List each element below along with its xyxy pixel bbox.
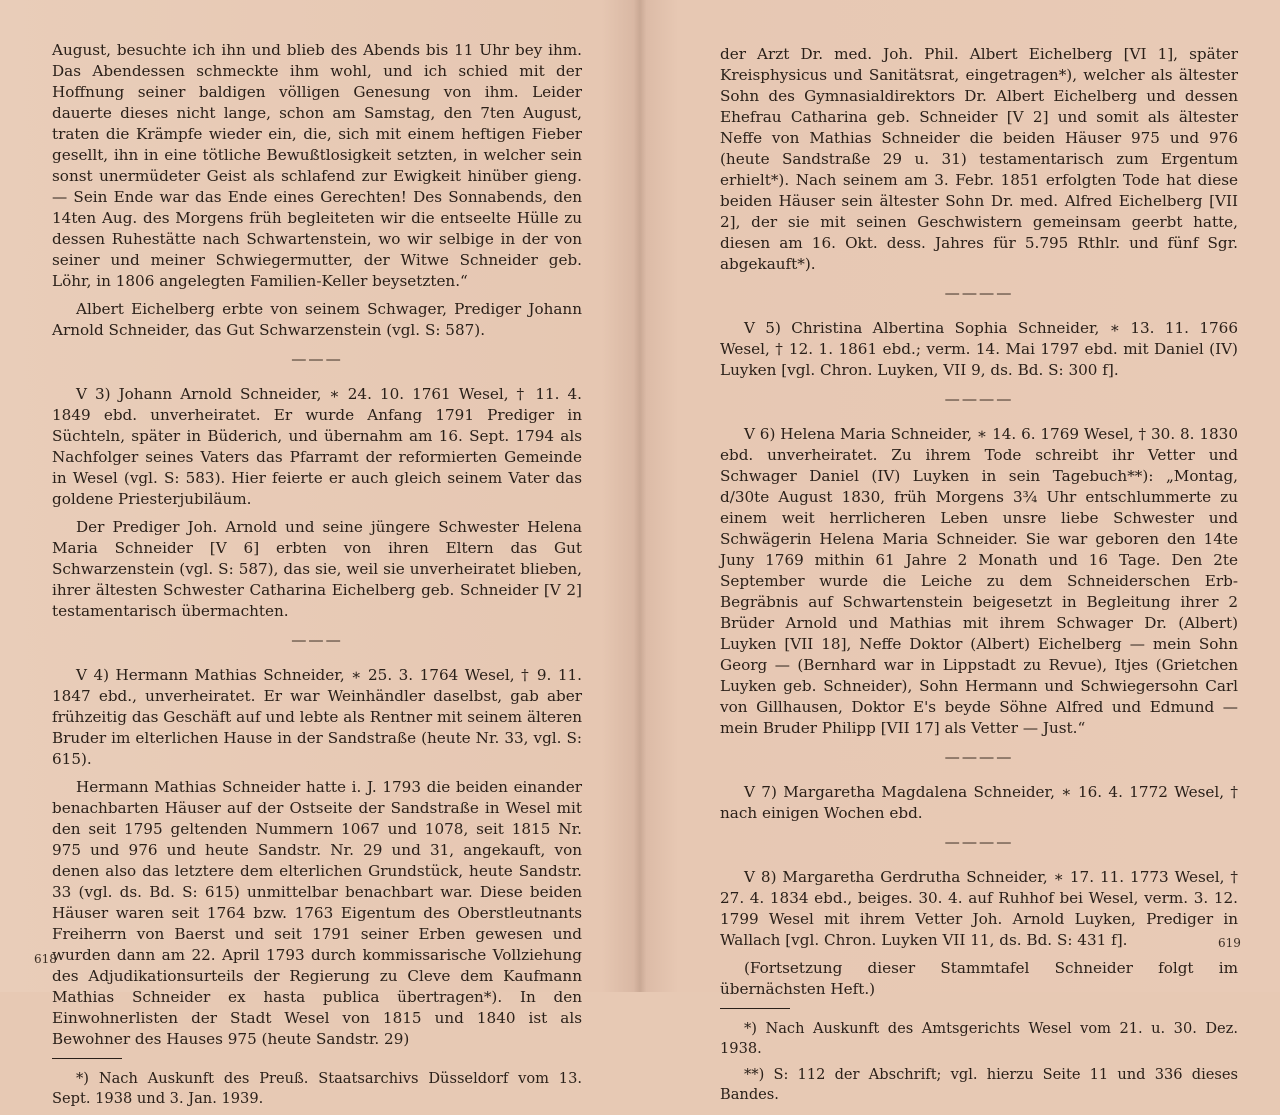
entry-v5: V 5) Christina Albertina Sophia Schneider, ∗ 13. 11. 1766 Wesel, † 12. 1. 1861 ebd.; verm. 14. Mai 1797 ebd. mit Daniel (IV) Luyken [vgl. Chron. Luyken, VII 9, ds. Bd. S: 300 f]. xyxy=(720,319,1238,379)
entry-v8: V 8) Margaretha Gerdrutha Schneider, ∗ 17. 11. 1773 Wesel, † 27. 4. 1834 ebd., beiges. 30. 4. auf Ruhhof bei Wesel, verm. 3. 12. 1799 Wesel mit ihrem Vetter Joh. Arnold Luyken, Prediger in Wallach [vgl. Chron. Luyken VII 11, ds. Bd. S: 431 f]. xyxy=(720,868,1238,949)
entry-v7: V 7) Margaretha Magdalena Schneider, ∗ 16. 4. 1772 Wesel, † nach einigen Wochen ebd. xyxy=(720,783,1238,822)
footnote-rule xyxy=(52,1058,122,1059)
paragraph-continuation: der Arzt Dr. med. Joh. Phil. Albert Eichelberg [VI 1], später Kreisphysicus und Sanitätsrat, eingetragen*), welcher als ältester Sohn des Gymnasialdirektors Dr. Albert Eichelberg und dessen Ehefrau Catharina geb. Schneider [V 2] und somit als ältester Neffe von Mathias Schneider die beiden Häuser 975 und 976 (heute Sandstraße 29 u. 31) testamentarisch zum Ergentum erhielt*). Nach seinem am 3. Febr. 1851 erfolgten Tode hat diese beiden Häuser sein ältester Sohn Dr. med. Alfred Eichelberg [VII 2], der sie mit seinen Geschwistern gemeinsam geerbt hatte, diesen am 16. Okt. dess. Jahres für 5.795 Rthlr. und fünf Sgr. abgekauft*). xyxy=(720,45,1238,273)
section-separator: ———— xyxy=(944,748,1014,766)
left-page xyxy=(52,40,582,1115)
section-separator: ———— xyxy=(944,284,1014,302)
entry-v3: V 3) Johann Arnold Schneider, ∗ 24. 10. 1761 Wesel, † 11. 4. 1849 ebd. unverheiratet. Er wurde Anfang 1791 Prediger in Süchteln, später in Büderich, und übernahm am 16. Sept. 1794 als Nachfolger seines Vaters das Pfarramt der reformierten Gemeinde in Wesel (vgl. S: 583). Hier feierte er auch gleich seinem Vater das goldene Priesterjubiläum. xyxy=(52,385,582,508)
entry-v6: V 6) Helena Maria Schneider, ∗ 14. 6. 1769 Wesel, † 30. 8. 1830 ebd. unverheiratet. Zu ihrem Tode schreibt ihr Vetter und Schwager Daniel (IV) Luyken in sein Tagebuch**): „Montag, d/30te August 1830, früh Morgens 3¾ Uhr entschlummerte zu einem weit herrlicheren Leben unsre liebe Schwester und Schwägerin Helena Maria Schneider. Sie war geboren den 14te Juny 1769 mithin 61 Jahre 2 Monath und 16 Tage. Den 2te September wurde die Leiche zu dem Schneiderschen Erb-Begräbnis auf Schwartenstein beigesetzt in Begleitung ihrer 2 Brüder Arnold und Mathias mit ihrem Schwager Dr. (Albert) Luyken [VII 18], Neffe Doktor (Albert) Eichelberg — mein Sohn Georg — (Bernhard war in Lippstadt zu Revue), Itjes (Grietchen Luyken geb. Schneider), Sohn Hermann und Schwiegersohn Carl von Gillhausen, Doktor E's beyde Söhne Alfred und Edmund — mein Bruder Philipp [VII 17] als Vetter — Just.“ xyxy=(720,425,1238,737)
paragraph-v4-houses: Hermann Mathias Schneider hatte i. J. 1793 die beiden einander benachbarten Häuser auf der Ostseite der Sandstraße in Wesel mit den seit 1795 geltenden Nummern 1067 und 1078, seit 1815 Nr. 975 und 976 und heute Sandstr. Nr. 29 und 31, angekauft, von denen also das letztere dem elterlichen Grundstück, heute Sandstr. 33 (vgl. ds. Bd. S: 615) unmittelbar benachbart war. Diese beiden Häuser waren seit 1764 bzw. 1763 Eigentum des Oberstleutnants Freiherrn von Baerst und seit 1791 seiner Erben gewesen und wurden dann am 22. April 1793 durch kommissarische Vollziehung des Adjudikationsurteils der Regierung zu Cleve dem Kaufmann Mathias Schneider ex hasta publica übertragen*). In den Einwohnerlisten der Stadt Wesel von 1815 und 1840 ist als Bewohner des Hauses 975 (heute Sandstr. 29) xyxy=(52,778,582,1048)
footnote-rule xyxy=(720,1008,790,1009)
footnote-1: *) Nach Auskunft des Amtsgerichts Wesel vom 21. u. 30. Dez. 1938. xyxy=(720,1020,1238,1057)
section-separator: ——— xyxy=(291,350,343,368)
page-number-right: 619 xyxy=(1218,936,1241,950)
entry-v4: V 4) Hermann Mathias Schneider, ∗ 25. 3. 1764 Wesel, † 9. 11. 1847 ebd., unverheiratet. Er war Weinhändler daselbst, gab aber frühzeitig das Geschäft auf und lebte als Rentner mit seinem älteren Bruder im elterlichen Hause in der Sandstraße (heute Nr. 33, vgl. S: 615). xyxy=(52,666,582,768)
continuation-note: (Fortsetzung dieser Stammtafel Schneider folgt im übernächsten Heft.) xyxy=(720,959,1238,998)
section-separator: ——— xyxy=(291,631,343,649)
section-separator: ———— xyxy=(944,833,1014,851)
right-page xyxy=(720,44,1238,1111)
footnote: *) Nach Auskunft des Preuß. Staatsarchivs Düsseldorf vom 13. Sept. 1938 und 3. Jan. 1939. xyxy=(52,1070,582,1107)
section-separator: ———— xyxy=(944,390,1014,408)
paragraph-albert-inheritance: Albert Eichelberg erbte von seinem Schwager, Prediger Johann Arnold Schneider, das Gut Schwarzenstein (vgl. S: 587). xyxy=(52,300,582,339)
footnote-2: **) S: 112 der Abschrift; vgl. hierzu Seite 11 und 336 dieses Bandes. xyxy=(720,1066,1238,1103)
paragraph-v3-inheritance: Der Prediger Joh. Arnold und seine jüngere Schwester Helena Maria Schneider [V 6] erbten von ihren Eltern das Gut Schwarzenstein (vgl. S: 587), das sie, weil sie unverheiratet blieben, ihrer ältesten Schwester Catharina Eichelberg geb. Schneider [V 2] testamentarisch übermachten. xyxy=(52,518,582,620)
paragraph-continuation: August, besuchte ich ihn und blieb des Abends bis 11 Uhr bey ihm. Das Abendessen schmeckte ihm wohl, und ich schied mit der Hoffnung seiner baldigen völligen Genesung von ihm. Leider dauerte dieses nicht lange, schon am Samstag, den 7ten August, traten die Krämpfe wieder ein, die, sich mit einem heftigen Fieber gesellt, ihn in eine tötliche Bewußtlosigkeit setzten, in welcher sein sonst unermüdeter Geist als schlafend zur Ewigkeit hinüber gieng. — Sein Ende war das Ende eines Gerechten! Des Sonnabends, den 14ten Aug. des Morgens früh begleiteten wir die entseelte Hülle zu dessen Ruhestätte nach Schwartenstein, wo wir selbige in der von seiner und meiner Schwiegermutter, der Witwe Schneider geb. Löhr, in 1806 angelegten Familien-Keller beysetzten.“ xyxy=(52,41,582,290)
page-number-left: 618 xyxy=(34,952,57,966)
